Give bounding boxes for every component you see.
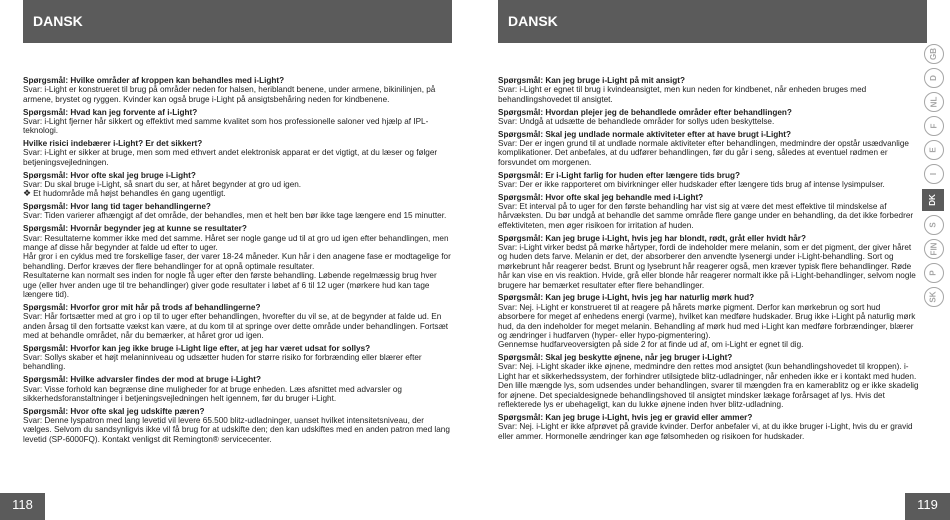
faq-item — [23, 108, 451, 136]
faq-answer: Svar: Der er ingen grund til at undlade normale aktiviteter efter behandlingen, medmindre der opstår usædvanlige komplikationer. Det anbefales, at du udfører behandlingen, før du går i seng, således at eventuel rødmen er forsvundet om morgenen. — [498, 139, 909, 167]
faq-item — [498, 76, 919, 104]
language-tab-fin[interactable] — [924, 239, 944, 259]
faq-answer: Svar: i-Light er sikker at bruge, men som med ethvert andet elektronisk apparat er det vigtigt, at du læser og følger betjeningsvejledningen. — [23, 148, 438, 167]
faq-item — [23, 224, 451, 299]
faq-item — [23, 139, 451, 167]
language-tabs — [923, 44, 945, 311]
section-header: DANSK — [23, 0, 452, 43]
faq-question: Spørgsmål: Hvornår begynder jeg at kunne se resultater? — [23, 224, 247, 234]
faq-answer: Svar: Et interval på to uger for den første behandling har vist sig at være det mest effektive til mindskelse af hårvæksten. Du bør undgå at behandle det samme område flere gange under en behandling, da det ikke forbedrer effektiviteten, men øger risikoen for irritation af huden. — [498, 202, 914, 230]
faq-answer: Svar: i-Light virker bedst på mørke hårtyper, fordi de indeholder mere melanin, som er det pigment, der giver håret og huden dets farve. Melanin er det, der absorberer den anvendte lysenergi under i-Light-behandling. Sort og mørkebrunt hår reagerer bedst. Brunt og lysebrunt hår reagerer også, men kræver typisk flere behandlinger. Røde hår kan vise en vis reaktion. Hvide, grå eller blonde hår reagerer normalt ikke på i-Light-behandlinger, selvom nogle brugere har bemærket resultater efter flere behandlinger. — [498, 242, 916, 290]
language-tab-label: I — [928, 173, 938, 176]
faq-answer: Svar: i-Light er konstrueret til brug på områder neden for halsen, heriblandt benene, under armene, bikinilinjen, på armene, brystet og ryggen. Kvinder kan også bruge i-Light på ansigtsbehåring neden for kindbenene. — [23, 85, 436, 104]
faq-answer: Svar: Du skal bruge i-Light, så snart du ser, at håret begynder at gro ud igen. — [23, 179, 302, 189]
faq-note — [23, 189, 451, 198]
faq-question: Spørgsmål: Skal jeg beskytte øjnene, når jeg bruger i-Light? — [498, 353, 733, 363]
faq-item — [498, 130, 919, 168]
warning-diamond-icon: ❖ — [23, 188, 32, 199]
language-tab-label: SK — [929, 291, 938, 303]
language-tab-label: S — [929, 221, 938, 228]
page-number: 119 — [905, 493, 950, 520]
faq-list — [498, 76, 919, 444]
faq-answer: Svar: Tiden varierer afhængigt af det område, der behandles, men et helt ben bør ikke tage længere end 15 minutter. — [23, 211, 447, 221]
faq-item — [23, 76, 451, 104]
faq-item — [23, 344, 451, 372]
faq-question: Spørgsmål: Skal jeg undlade normale aktiviteter efter at have brugt i-Light? — [498, 129, 791, 139]
language-tab-label: GB — [929, 48, 938, 60]
language-tab-f[interactable] — [924, 116, 944, 136]
faq-question: Spørgsmål: Hvor ofte skal jeg behandle med i-Light? — [498, 192, 704, 202]
language-tab-dk[interactable] — [922, 189, 944, 211]
faq-question: Spørgsmål: Hvor ofte skal jeg udskifte pæren? — [23, 406, 205, 416]
faq-item — [23, 202, 451, 221]
faq-item — [498, 234, 919, 290]
right-page — [475, 0, 950, 520]
faq-item — [498, 171, 919, 190]
faq-answer: Svar: Nej. i-Light er ikke afprøvet på gravide kvinder. Derfor anbefaler vi, at du ikke bruger i-Light, hvis du er gravid eller ammer. Hormonelle ændringer kan øge følsomheden og risikoen for hudskader. — [498, 422, 913, 441]
language-tab-p[interactable] — [924, 263, 944, 283]
faq-question: Spørgsmål: Hvilke advarsler findes der mod at bruge i-Light? — [23, 375, 261, 385]
faq-question: Spørgsmål: Kan jeg bruge i-Light på mit ansigt? — [498, 76, 685, 85]
faq-question: Spørgsmål: Hvor ofte skal jeg bruge i-Light? — [23, 170, 196, 180]
language-tab-nl[interactable] — [924, 92, 944, 112]
faq-item — [498, 193, 919, 231]
language-tab-label: DK — [928, 193, 937, 206]
faq-answer: Svar: Visse forhold kan begrænse dine muligheder for at bruge enheden. Læs afsnittet med advarsler og sikkerhedsforanstaltninger i betjeningsvejledningen helt igennem, før du bruger i-Light. — [23, 384, 402, 403]
faq-answer: Svar: Nej. i-Light skader ikke øjnene, medmindre den rettes mod ansigtet (kun behandlingshovedet til kroppen). i-Light har et sikkerhedssystem, der forhindrer utilsigtede blitz-udladninger, når enheden ikke er i kontakt med huden. Den lille mængde lys, som udsendes under behandlingen, svarer til mængden fra en kamerablitz og er ikke skadelig for øjnene. Det specialdesignede behandlingshoved til ansigtet mindsker lækage forårsaget af lys. Hvis det reflekterede lys er ubehageligt, kan du lukke øjnene inden hver blitz-udladning. — [498, 362, 919, 410]
faq-note-text: Et hudområde må højst behandles én gang ugentligt. — [33, 189, 226, 199]
language-tab-sk[interactable] — [924, 287, 944, 307]
language-tab-label: P — [929, 270, 938, 276]
faq-answer: Svar: Nej. i-Light er konstrueret til at reagere på hårets mørke pigment. Derfor kan mørkebrun og sort hud absorbere for meget af enhedens energi (varme), hvilket kan medføre hudskader. Brug ikke i-Light på naturlig mørk hud, da den indeholder for meget melanin. Behandling af mørk hud med i-Light kan medføre forbrændinger, blærer og ændringer i hudfarven (hyper- eller hypo-pigmentering). Gennemse hudfarveoversigten på side 2 for at finde ud af, om i-Light er egnet til dig. — [498, 302, 916, 350]
faq-question: Spørgsmål: Er i-Light farlig for huden efter længere tids brug? — [498, 170, 740, 180]
language-tab-label: E — [929, 147, 938, 154]
language-tab-label: NL — [928, 96, 938, 108]
language-tab-label: FIN — [928, 242, 938, 256]
faq-answer: Svar: Hår fortsætter med at gro i op til to uger efter behandlingen, hvorefter du vil se, at de begynder at falde ud. En anden årsag til den fortsatte vækst kan være, at du kom til at springe over dette område under behandlingen. Fortsæt med at behandle området, når du bemærker, at håret gror ud igen. — [23, 312, 449, 340]
faq-question: Spørgsmål: Kan jeg bruge i-Light, hvis jeg har blondt, rødt, gråt eller hvidt hår? — [498, 233, 806, 243]
faq-answer: Svar: Resultaterne kommer ikke med det samme. Håret ser nogle gange ud til at gro ud igen efter behandlingen, men mange af disse hår begynder at falde ud efter to uger. Hår gror i en cyklus med tre forskellige faser, der varer 18-24 måneder. Kun hår i den anagene fase er modtagelige for behandling. Derfor kræves der flere behandlinger for at opnå optimale resultater. Resultaterne kan normalt ses inden for nogle få uger efter den første behandling. Løbende regelmæssig brug hver uge (eller hver anden uge til tre behandlinger) giver gode resultater i løbet af 6 til 12 uger (mørkere hud kan tage længere tid). — [23, 233, 451, 300]
language-tab-label: D — [929, 75, 938, 81]
faq-answer: Svar: i-Light fjerner hår sikkert og effektivt med samme kvalitet som hos professionelle saloner ved hjælp af IPL-teknologi. — [23, 116, 429, 136]
faq-answer: Svar: Undgå at udsætte de behandlede områder for sollys uden beskyttelse. — [498, 116, 775, 126]
faq-question: Spørgsmål: Hvad kan jeg forvente af i-Light? — [23, 107, 198, 117]
section-header: DANSK — [498, 0, 927, 43]
faq-question: Spørgsmål: Hvilke områder af kroppen kan behandles med i-Light? — [23, 76, 285, 85]
faq-question: Hvilke risici indebærer i-Light? Er det sikkert? — [23, 139, 203, 149]
language-tab-s[interactable] — [924, 215, 944, 235]
faq-item — [498, 413, 919, 441]
page-number: 118 — [0, 493, 45, 520]
faq-question: Spørgsmål: Hvorfor kan jeg ikke bruge i-Light lige efter, at jeg har været udsat for sollys? — [23, 343, 371, 353]
faq-question: Spørgsmål: Kan jeg bruge i-Light, hvis jeg har naturlig mørk hud? — [498, 293, 755, 303]
language-tab-label: F — [928, 123, 938, 129]
faq-item — [23, 375, 451, 403]
faq-answer: Svar: Denne lyspatron med lang levetid vil levere 65.500 blitz-udladninger, uanset hvilket intensitetsniveau, der vælges. Selvom du sandsynligvis ikke vil få brug for at udskifte den; den kan udskiftes med en anden patron med lang levetid (SP-6000FQ). Kontakt venligst dit Remington® servicecenter. — [23, 416, 450, 444]
faq-question: Spørgsmål: Hvordan plejer jeg de behandlede områder efter behandlingen? — [498, 107, 792, 117]
faq-item — [23, 171, 451, 199]
faq-answer: Svar: i-Light er egnet til brug i kvindeansigtet, men kun neden for kindbenet, når enheden bruges med behandlingshovedet til ansigtet. — [498, 85, 867, 104]
language-tab-gb[interactable] — [924, 44, 944, 64]
language-tab-i[interactable] — [924, 164, 944, 184]
faq-answer: Svar: Sollys skaber et højt melaninniveau og udsætter huden for større risiko for forbrænding eller blærer efter behandling. — [23, 353, 422, 372]
language-tab-e[interactable] — [924, 140, 944, 160]
language-tab-d[interactable] — [924, 68, 944, 88]
faq-item — [23, 407, 451, 445]
faq-question: Spørgsmål: Hvor lang tid tager behandlingerne? — [23, 202, 211, 212]
faq-question: Spørgsmål: Hvorfor gror mit hår på trods af behandlingerne? — [23, 302, 261, 312]
faq-question: Spørgsmål: Kan jeg bruge i-Light, hvis jeg er gravid eller ammer? — [498, 412, 753, 422]
faq-item — [23, 303, 451, 341]
faq-answer: Svar: Der er ikke rapporteret om bivirkninger eller hudskader efter længere tids brug af intense lysimpulser. — [498, 179, 885, 189]
faq-item — [498, 108, 919, 127]
faq-item — [498, 353, 919, 409]
faq-list — [23, 76, 451, 448]
faq-item — [498, 293, 919, 349]
